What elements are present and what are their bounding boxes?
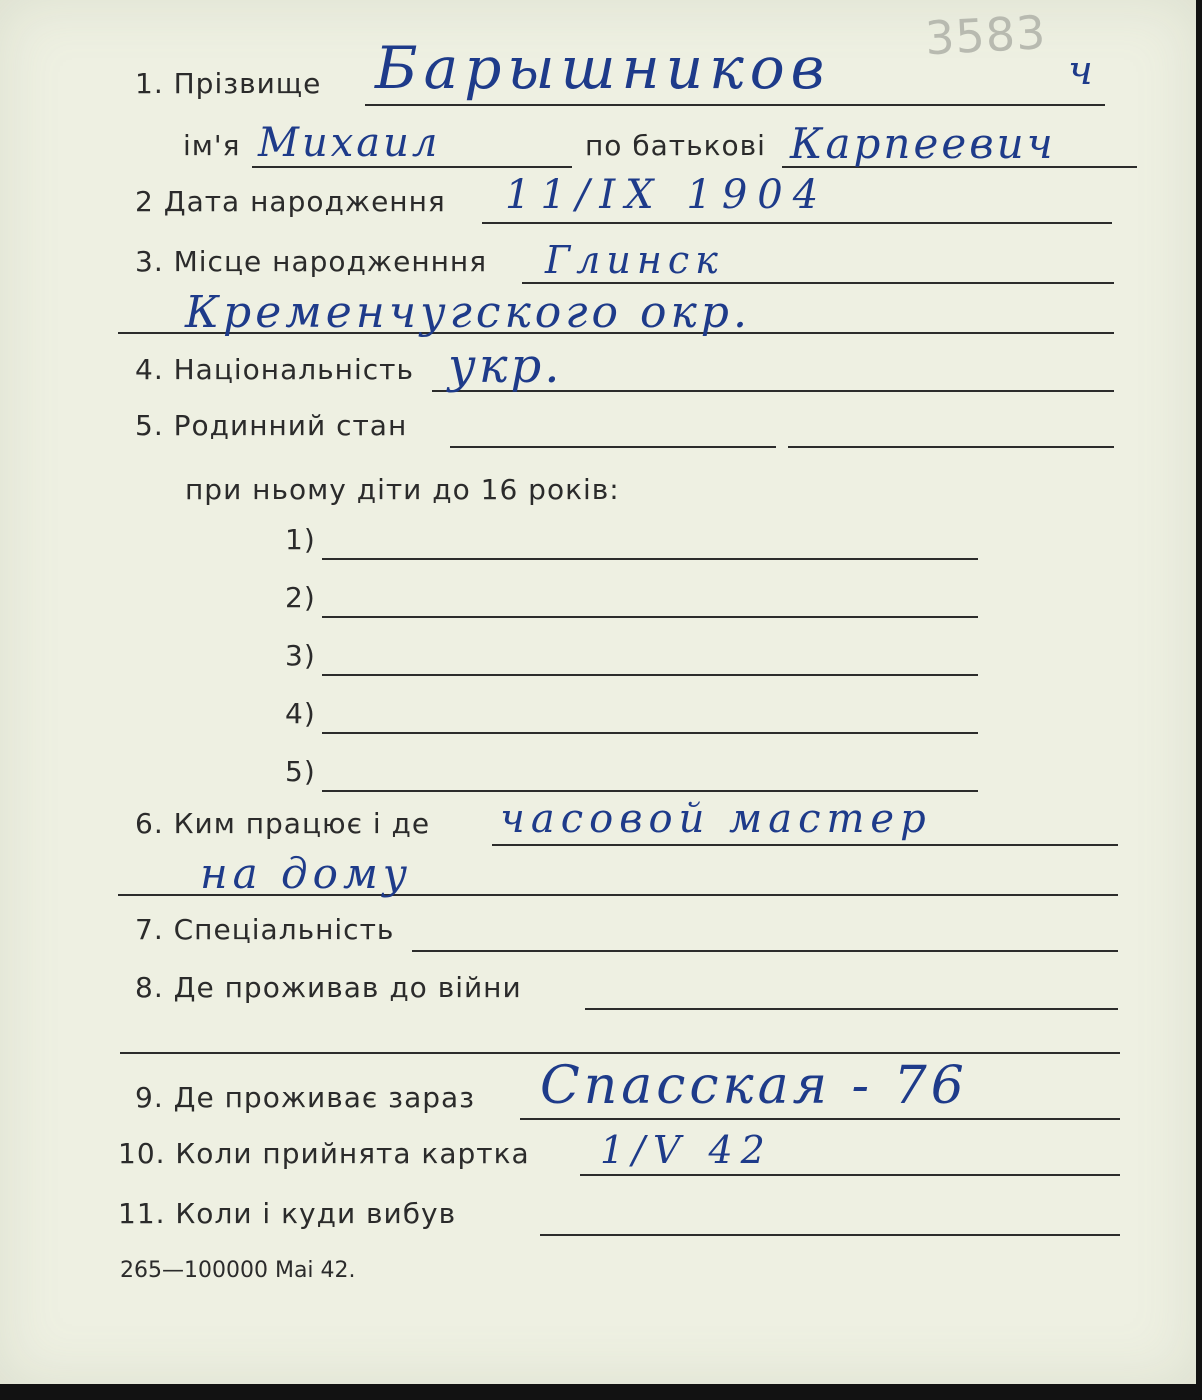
occupation-value: часовой мастер xyxy=(500,796,932,842)
current-residence-label: 9. Де проживає зараз xyxy=(135,1081,476,1114)
child-line-2 xyxy=(322,616,978,618)
birth-date-row xyxy=(0,168,1196,228)
departure-label: 11. Коли і куди вибув xyxy=(118,1197,457,1230)
archive-number-stamp: 3583 xyxy=(923,5,1048,66)
children-heading-label: при ньому діти до 16 років: xyxy=(185,473,620,506)
birth-place-value-2: Кременчугского окр. xyxy=(185,287,751,338)
current-residence-value: Спасская - 76 xyxy=(540,1056,968,1116)
card-accepted-label: 10. Коли прийнята картка xyxy=(118,1137,530,1170)
nationality-label: 4. Національність xyxy=(135,353,414,386)
nationality-value: укр. xyxy=(448,338,563,394)
surname-value: Барышников xyxy=(375,34,831,102)
card-accepted-row xyxy=(0,1120,1196,1180)
patronymic-value: Карпеевич xyxy=(790,119,1056,168)
occupation-row-2 xyxy=(0,838,1196,898)
current-residence-row xyxy=(0,1056,1196,1124)
child-number-4: 4) xyxy=(285,697,316,730)
birth-date-value: 11/IX 1904 xyxy=(505,172,829,218)
prewar-residence-row-2 xyxy=(0,996,1196,1056)
birth-date-line xyxy=(482,222,1112,224)
first-name-value: Михаил xyxy=(258,120,441,166)
departure-line xyxy=(540,1234,1120,1236)
card-accepted-value: 1/V 42 xyxy=(600,1128,773,1172)
child-number-3: 3) xyxy=(285,639,316,672)
child-number-1: 1) xyxy=(285,523,316,556)
birth-place-label: 3. Місце народженння xyxy=(135,245,488,278)
child-number-5: 5) xyxy=(285,755,316,788)
surname-line xyxy=(365,104,1105,106)
child-row-3 xyxy=(0,622,1196,682)
specialty-line xyxy=(412,950,1118,952)
birth-place-row-2 xyxy=(0,278,1196,338)
family-status-label: 5. Родинний стан xyxy=(135,409,408,442)
child-number-2: 2) xyxy=(285,581,316,614)
departure-row xyxy=(0,1180,1196,1240)
print-run-footer: 265—100000 Mai 42. xyxy=(120,1258,356,1283)
child-line-4 xyxy=(322,732,978,734)
birth-date-label: 2 Дата народження xyxy=(135,185,446,218)
child-row-2 xyxy=(0,564,1196,624)
child-row-4 xyxy=(0,680,1196,740)
prewar-residence-line-2 xyxy=(120,1052,1120,1054)
family-status-row xyxy=(0,392,1196,452)
nationality-row xyxy=(0,336,1196,396)
occupation-label: 6. Ким працює і де xyxy=(135,807,431,840)
name-row xyxy=(0,112,1196,172)
child-row-5 xyxy=(0,738,1196,798)
first-name-label: ім'я xyxy=(183,129,241,162)
surname-label: 1. Прізвище xyxy=(135,67,322,100)
specialty-label: 7. Спеціальність xyxy=(135,913,395,946)
child-line-1 xyxy=(322,558,978,560)
birth-place-value: Глинск xyxy=(545,238,724,282)
family-status-line-a xyxy=(450,446,776,448)
child-line-3 xyxy=(322,674,978,676)
family-status-line-b xyxy=(788,446,1114,448)
patronymic-label: по батькові xyxy=(585,129,766,162)
surname-suffix: ч xyxy=(1068,48,1093,94)
child-row-1 xyxy=(0,506,1196,566)
card-accepted-line xyxy=(580,1174,1120,1176)
specialty-row xyxy=(0,896,1196,956)
occupation-value-2: на дому xyxy=(200,849,413,898)
prewar-residence-label: 8. Де проживав до війни xyxy=(135,971,522,1004)
